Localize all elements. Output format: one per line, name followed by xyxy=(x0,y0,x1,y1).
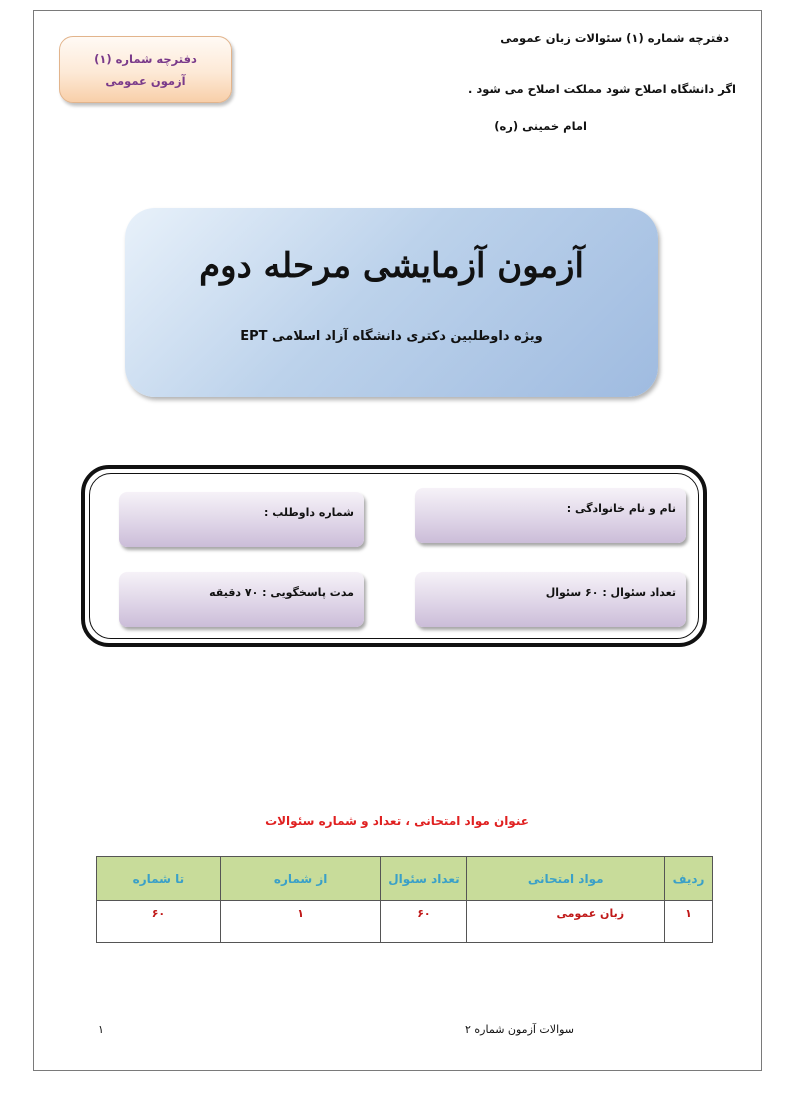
candidate-number-field[interactable] xyxy=(119,492,364,547)
booklet-badge xyxy=(59,36,232,103)
title-panel xyxy=(125,208,658,397)
quote-attribution: امام خمینی (ره) xyxy=(494,119,587,133)
cell-from-number: ۱ xyxy=(220,901,381,943)
cell-to-number: ۶۰ xyxy=(97,901,221,943)
header-question-count: تعداد سئوال xyxy=(381,857,467,901)
header-to-number: تا شماره xyxy=(97,857,221,901)
table-header-row xyxy=(97,857,713,901)
header-from-number: از شماره xyxy=(220,857,381,901)
table-caption: عنوان مواد امتحانی ، تعداد و شماره سئوالات xyxy=(265,814,529,828)
footer-title: سوالات آزمون شماره ۲ xyxy=(465,1023,575,1036)
badge-line-1: دفترچه شماره (۱) xyxy=(94,51,197,66)
exam-title: آزمون آزمایشی مرحله دوم xyxy=(199,246,584,286)
cell-subject: زبان عمومی xyxy=(467,901,665,943)
candidate-number-label: شماره داوطلب : xyxy=(264,506,354,519)
name-field-label: نام و نام خانوادگی : xyxy=(566,502,676,515)
table-row xyxy=(97,901,713,943)
subjects-table xyxy=(96,856,713,943)
question-count-text: تعداد سئوال : ۶۰ سئوال xyxy=(545,586,676,599)
page-number: ۱ xyxy=(98,1023,104,1036)
duration-text: مدت پاسخگویی : ۷۰ دقیقه xyxy=(209,586,354,599)
exam-subtitle: ویژه داوطلبین دکتری دانشگاه آزاد اسلامی EPT xyxy=(240,329,543,344)
cell-row-index: ۱ xyxy=(665,901,713,943)
header-row-index: ردیف xyxy=(665,857,713,901)
header-subject: مواد امتحانی xyxy=(467,857,665,901)
quote-text: اگر دانشگاه اصلاح شود مملکت اصلاح می شود . xyxy=(468,82,736,96)
booklet-header-line: دفترچه شماره (۱) سئوالات زبان عمومی xyxy=(500,31,729,45)
name-field[interactable] xyxy=(415,488,686,543)
badge-line-2: آزمون عمومی xyxy=(105,73,186,88)
duration-box xyxy=(119,572,364,627)
question-count-box xyxy=(415,572,686,627)
cell-question-count: ۶۰ xyxy=(381,901,467,943)
